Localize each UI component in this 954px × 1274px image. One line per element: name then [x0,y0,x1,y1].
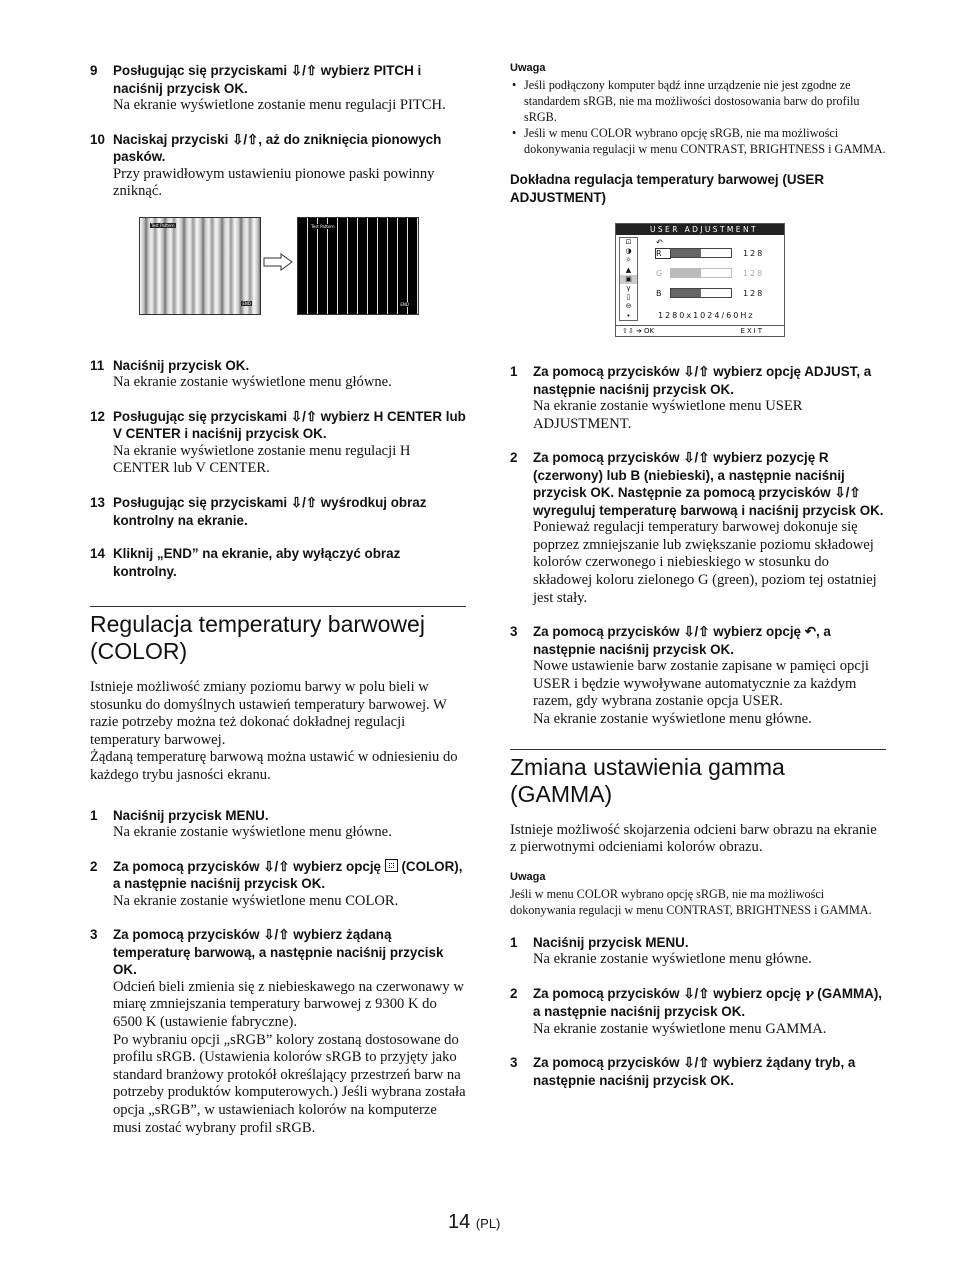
gamma-step-1: 1 Naciśnij przycisk MENU. Na ekranie zostanie wyświetlone menu główne. [510,934,886,969]
osd-menu-icons [619,237,638,321]
step-heading: Posługując się przyciskami ⇩/⇧ wyśrodkuj obraz kontrolny na ekranie. [113,495,427,528]
input-icon: ⊡ [625,238,632,246]
step-heading: Naciskaj przyciski ⇩/⇧, aż do zniknięcia pionowych pasków. [113,131,442,165]
step-14: 14 Kliknij „END” na ekranie, aby wyłączyć obraz kontrolny. [90,545,466,580]
color-section-title: Regulacja temperatury barwowej (COLOR) [90,606,466,665]
osd-resolution: 1280x1024/60Hz [658,311,755,320]
step-body: Na ekranie zostanie wyświetlone menu główne. [113,824,392,841]
color-intro: Istnieje możliwość zmiany poziomu barwy w polu bieli w stosunku do domyślnych ustawień temperatury barwowej. W razie potrzeby można też dokonać dokładnej regulacji temperatury barwowej. Żądaną temperaturę barwową można ustawić w odniesieniu do każdego trybu jasności ekranu. [90,679,458,784]
info-icon: • [626,311,631,320]
osd-return[interactable] [656,238,663,247]
gamma-step-3: 3 Za pomocą przycisków ⇩/⇧ wybierz żądany tryb, a następnie naciśnij przycisk OK. [510,1054,886,1089]
screen-icon: ▲ [625,265,632,274]
step-9: 9 Posługując się przyciskami ⇩/⇧ wybierz PITCH i naciśnij przycisk OK. Na ekranie wyświetlone zostanie menu regulacji PITCH. [90,62,466,115]
step-body: Odcień bieli zmienia się z niebieskawego na czerwonawy w miarę zmniejszania temperatury barwowej z 9300 K do 6500 K (ustawienie fabryczne). Po wybraniu opcji „sRGB” kolory zostaną dostosowane do profilu sRGB. (Ustawienia kolorów sRGB to przyjęty jako standard branżowy protokół określający przestrzeń barw na potrzeby produktów komputerowych.) Jeśli wybrana została opcja „sRGB”, w ustawieniach kolorów na komputerze musi zostać wybrany profil sRGB. [113,978,466,1136]
reset-icon: ⊖ [625,302,632,311]
gamma-intro: Istnieje możliwość skojarzenia odcieni barw obrazu na ekranie z pierwotnymi odcieniami kolorów obrazu. [510,821,877,856]
note-item: • Jeśli w menu COLOR wybrano opcję sRGB, nie ma możliwości dokonywania regulacji w menu CONTRAST, BRIGHTNESS i GAMMA. [510,125,886,157]
user-adjustment-heading: Dokładna regulacja temperatury barwowej (USER ADJUSTMENT) [510,172,825,205]
test-pattern-before: Test Pattern END [139,217,261,315]
gamma-section-title: Zmiana ustawienia gamma (GAMMA) [510,749,886,808]
level-bar [670,288,732,298]
level-bar [670,268,732,278]
osd-row-g: G 128 [656,268,765,278]
gamma-icon: γ [804,985,814,1002]
color-step-2: 2 Za pomocą przycisków ⇩/⇧ wybierz opcję (COLOR), a następnie naciśnij przycisk OK. Na ekranie zostanie wyświetlone menu COLOR. [90,858,466,911]
step-body: Na ekranie zostanie wyświetlone menu GAMMA. [533,1020,827,1037]
step-heading: Za pomocą przycisków ⇩/⇧ wybierz żądany tryb, a następnie naciśnij przycisk OK. [533,1055,856,1088]
osd-nav: ⇧⇩ ➔ OK [622,327,655,335]
step-body: Przy prawidłowym ustawieniu pionowe paski powinny zniknąć. [113,165,435,200]
color-step-3: 3 Za pomocą przycisków ⇩/⇧ wybierz żądaną temperaturę barwową, a następnie naciśnij przycisk OK. Odcień bieli zmienia się z niebieskawego na czerwonawy w miarę zmniejszania temperatury barwowej z 9300 K do 6500 K (ustawienie fabryczne). Po wybraniu opcji „sRGB” kolory zostaną dostosowane do profilu sRGB. (Ustawienia kolorów sRGB to przyjęty jako standard branżowy protokół określający przestrzeń barw na potrzeby produktów komputerowych.) Jeśli wybrana została opcja „sRGB”, w ustawieniach kolorów na komputerze musi zostać wybrany profil sRGB. [90,927,466,1136]
step-body: Na ekranie zostanie wyświetlone menu główne. [113,374,392,391]
step-body: Na ekranie zostanie wyświetlone menu główne. [533,951,812,968]
color-menu-icon [385,859,398,872]
osd-exit[interactable]: EXIT [740,327,764,335]
ua-step-2: 2 Za pomocą przycisków ⇩/⇧ wybierz pozycję R (czerwony) lub B (niebieski), a następnie naciśnij przycisk OK. Następnie za pomocą przycisków ⇩/⇧ wyreguluj temperaturę barwową i naciśnij przycisk OK. Ponieważ regulacji temperatury barwowej dokonuje się poprzez zmniejszanie lub zwiększanie poziomu składowej kolorów czerwonego i niebieskiego w stosunku do składowej koloru zielonego G (green), poziom tej ostatniej jest stały. [510,449,886,607]
step-body: Na ekranie wyświetlone zostanie menu regulacji PITCH. [113,97,446,113]
step-body: Na ekranie wyświetlone zostanie menu regulacji H CENTER lub V CENTER. [113,442,411,477]
color-icon: ▣ [620,275,637,284]
step-heading: Za pomocą przycisków ⇩/⇧ wybierz opcję ADJUST, a następnie naciśnij przycisk OK. [533,364,872,397]
contrast-icon: ◑ [625,247,632,256]
step-10: 10 Naciskaj przyciski ⇩/⇧, aż do zniknięcia pionowych pasków. Przy prawidłowym ustawieniu pionowe paski powinny zniknąć. [90,131,466,201]
osd-footer [616,325,784,336]
step-heading: Naciśnij przycisk MENU. [533,934,689,950]
step-11: 11 Naciśnij przycisk OK. Na ekranie zostanie wyświetlone menu główne. [90,357,466,392]
note-title: Uwaga [510,62,546,74]
return-icon: ↶ [656,238,663,247]
step-heading: Posługując się przyciskami ⇩/⇧ wybierz H CENTER lub V CENTER i naciśnij przycisk OK. [113,408,466,442]
note-list [510,77,886,157]
color-step-1: 1 Naciśnij przycisk MENU. Na ekranie zostanie wyświetlone menu główne. [90,807,466,842]
ua-step-1: 1 Za pomocą przycisków ⇩/⇧ wybierz opcję ADJUST, a następnie naciśnij przycisk OK. Na ekranie zostanie wyświetlone menu USER ADJUSTMENT. [510,363,886,433]
ua-step-3: 3 Za pomocą przycisków ⇩/⇧ wybierz opcję ↶, a następnie naciśnij przycisk OK. Nowe ustawienie barw zostanie zapisane w pamięci opcji USER i będzie wywoływane automatycznie za każdym razem, gdy wybrana zostanie opcja USER. Na ekranie zostanie wyświetlone menu główne. [510,623,886,728]
level-bar [670,248,732,258]
test-pattern-after: Test Pattern END [297,217,419,315]
osd-user-adjustment [615,223,785,337]
step-body: Na ekranie zostanie wyświetlone menu USER ADJUSTMENT. [533,398,803,432]
note-title: Uwaga [510,870,546,883]
step-13: 13 Posługując się przyciskami ⇩/⇧ wyśrodkuj obraz kontrolny na ekranie. [90,494,466,529]
osd-row-r[interactable]: R 128 [656,248,765,258]
step-heading: Posługując się przyciskami ⇩/⇧ wybierz PITCH i naciśnij przycisk OK. [113,63,422,96]
osd-title: USER ADJUSTMENT [616,224,784,235]
note-text: Jeśli w menu COLOR wybrano opcję sRGB, nie ma możliwości dokonywania regulacji w menu CONTRAST, BRIGHTNESS i GAMMA. [510,886,872,917]
brightness-icon: ☼ [625,256,632,265]
right-arrow-icon [263,253,293,271]
page-number: 14 (PL) [448,1211,501,1233]
osd-row-b[interactable]: B 128 [656,288,765,298]
step-heading: Za pomocą przycisków ⇩/⇧ wybierz żądaną temperaturę barwową, a następnie naciśnij przycisk OK. [113,927,444,978]
step-12: 12 Posługując się przyciskami ⇩/⇧ wybierz H CENTER lub V CENTER i naciśnij przycisk OK. Na ekranie wyświetlone zostanie menu regulacji H CENTER lub V CENTER. [90,408,466,477]
gamma-icon: γ [626,284,631,293]
step-heading: Naciśnij przycisk OK. [113,357,250,373]
gamma-step-2: 2 Za pomocą przycisków ⇩/⇧ wybierz opcję γ (GAMMA), a następnie naciśnij przycisk OK. Na ekranie zostanie wyświetlone menu GAMMA. [510,985,886,1039]
left-column [90,62,466,1153]
pitch-figure [90,217,466,327]
step-heading: Naciśnij przycisk MENU. [113,807,269,823]
note-item: • Jeśli podłączony komputer bądź inne urządzenie nie jest zgodne ze standardem sRGB, nie ma możliwości dostosowania barw do profilu sRGB. [510,77,886,125]
step-body: Nowe ustawienie barw zostanie zapisane w pamięci opcji USER i będzie wywoływane automatycznie za każdym razem, gdy wybrana zostanie opcja USER. Na ekranie zostanie wyświetlone menu główne. [533,658,869,727]
right-column [510,62,886,1105]
step-heading: Kliknij „END” na ekranie, aby wyłączyć obraz kontrolny. [113,546,401,579]
step-heading: Za pomocą przycisków ⇩/⇧ wybierz pozycję R (czerwony) lub B (niebieski), a następnie naciśnij przycisk OK. Następnie za pomocą przycisków ⇩/⇧ wyreguluj temperaturę barwową i naciśnij przycisk OK. [533,450,884,518]
step-body: Ponieważ regulacji temperatury barwowej dokonuje się poprzez zmniejszanie lub zwiększanie poziomu składowej kolorów czerwonego i niebieskiego w stosunku do składowej koloru zielonego G (green), poziom tej ostatniej jest stały. [533,519,877,606]
step-body: Na ekranie zostanie wyświetlone menu COLOR. [113,892,399,909]
return-icon: ↶ [804,624,816,640]
lock-icon: ▯ [626,293,631,302]
